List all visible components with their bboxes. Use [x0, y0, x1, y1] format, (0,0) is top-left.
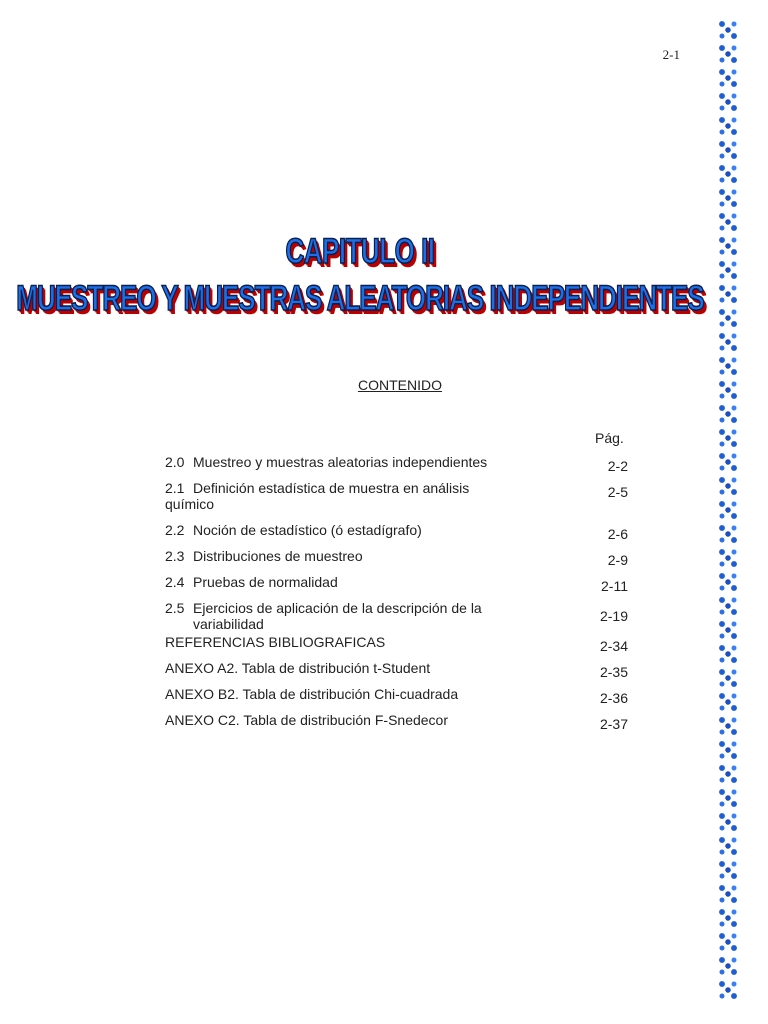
toc-number: 2.5 — [165, 600, 185, 616]
toc-number: 2.1 — [165, 480, 185, 496]
chapter-title — [0, 228, 720, 319]
toc-text: Distribuciones de muestreo — [193, 548, 363, 564]
toc-page: 2-36 — [599, 690, 628, 706]
toc-text: REFERENCIAS BIBLIOGRAFICAS — [165, 634, 386, 650]
toc-number: 2.2 — [165, 522, 185, 538]
toc-text-continuation: variabilidad — [193, 616, 264, 632]
toc-row — [165, 574, 635, 594]
page-number: 2-1 — [662, 47, 680, 62]
toc-page: 2-34 — [599, 638, 628, 654]
decorative-border-icon — [716, 18, 740, 1004]
toc-row — [165, 634, 635, 654]
contents-heading: CONTENIDO — [358, 377, 442, 393]
toc-text: ANEXO A2. Tabla de distribución t-Student — [165, 660, 431, 676]
table-of-contents — [165, 454, 635, 732]
toc-page: 2-6 — [607, 526, 628, 542]
chapter-title-line-2: MUESTREO Y MUESTRAS ALEATORIAS INDEPENDIENTES — [16, 277, 704, 319]
toc-page: 2-35 — [599, 664, 628, 680]
toc-row — [165, 548, 635, 568]
chapter-title-line-1: CAPITULO II — [285, 230, 435, 272]
toc-page: 2-9 — [607, 552, 628, 568]
toc-page: 2-2 — [607, 458, 628, 474]
toc-text: Definición estadística de muestra en análisis químico — [165, 480, 470, 512]
toc-row — [165, 712, 635, 732]
toc-text: ANEXO B2. Tabla de distribución Chi-cuadrada — [165, 686, 459, 702]
toc-row — [165, 600, 635, 632]
toc-text: ANEXO C2. Tabla de distribución F-Snedecor — [165, 712, 448, 728]
toc-row — [165, 660, 635, 680]
toc-text: Noción de estadístico (ó estadígrafo) — [193, 522, 422, 538]
toc-row — [165, 522, 635, 542]
toc-page: 2-5 — [607, 484, 628, 500]
toc-number: 2.3 — [165, 548, 185, 564]
toc-row — [165, 480, 635, 512]
toc-text: Ejercicios de aplicación de la descripción de la — [193, 600, 482, 616]
toc-page: 2-37 — [599, 716, 628, 732]
toc-page: 2-11 — [601, 578, 628, 594]
toc-row — [165, 454, 635, 474]
toc-number: 2.4 — [165, 574, 185, 590]
toc-row — [165, 686, 635, 706]
toc-text: Pruebas de normalidad — [193, 574, 338, 590]
page-column-header: Pág. — [595, 430, 624, 446]
toc-page: 2-19 — [599, 608, 628, 624]
toc-number: 2.0 — [165, 454, 185, 470]
toc-text: Muestreo y muestras aleatorias independientes — [193, 454, 488, 470]
